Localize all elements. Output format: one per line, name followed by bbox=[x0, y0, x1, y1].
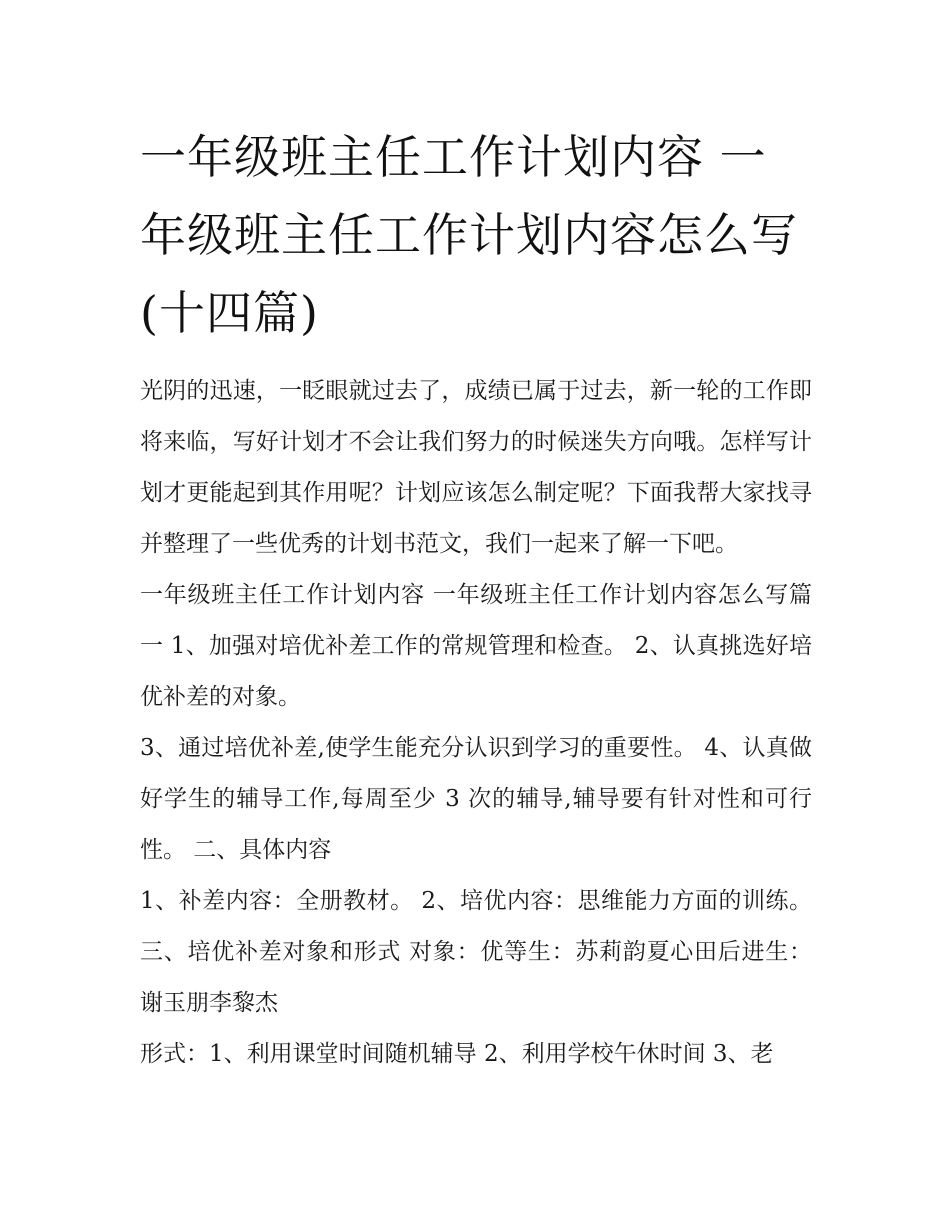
document-title: 一年级班主任工作计划内容 一年级班主任工作计划内容怎么写(十四篇) bbox=[140, 130, 798, 340]
paragraph-content-targets: 1、补差内容：全册教材。 2、培优内容：思维能力方面的训练。 三、培优补差对象和形式 对象：优等生：苏莉韵夏心田后进生：谢玉朋李黎杰 bbox=[140, 888, 812, 1016]
paragraph-plan-one: 一年级班主任工作计划内容 一年级班主任工作计划内容怎么写篇一 1、加强对培优补差工作的常规管理和检查。 2、认真挑选好培优补差的对象。 bbox=[140, 582, 812, 710]
paragraph-tutoring-details: 3、通过培优补差,使学生能充分认识到学习的重要性。 4、认真做好学生的辅导工作,每周至少 3 次的辅导,辅导要有针对性和可行性。 二、具体内容 bbox=[140, 735, 812, 863]
paragraph-intro: 光阴的迅速，一眨眼就过去了，成绩已属于过去，新一轮的工作即将来临，写好计划才不会让我们努力的时候迷失方向哦。怎样写计划才更能起到其作用呢？计划应该怎么制定呢？下面我帮大家找寻并整理了一些优秀的计划书范文，我们一起来了解一下吧。 bbox=[140, 378, 812, 557]
document-body bbox=[140, 118, 812, 1080]
paragraph-forms: 形式：1、利用课堂时间随机辅导 2、利用学校午休时间 3、老 bbox=[140, 1041, 774, 1067]
